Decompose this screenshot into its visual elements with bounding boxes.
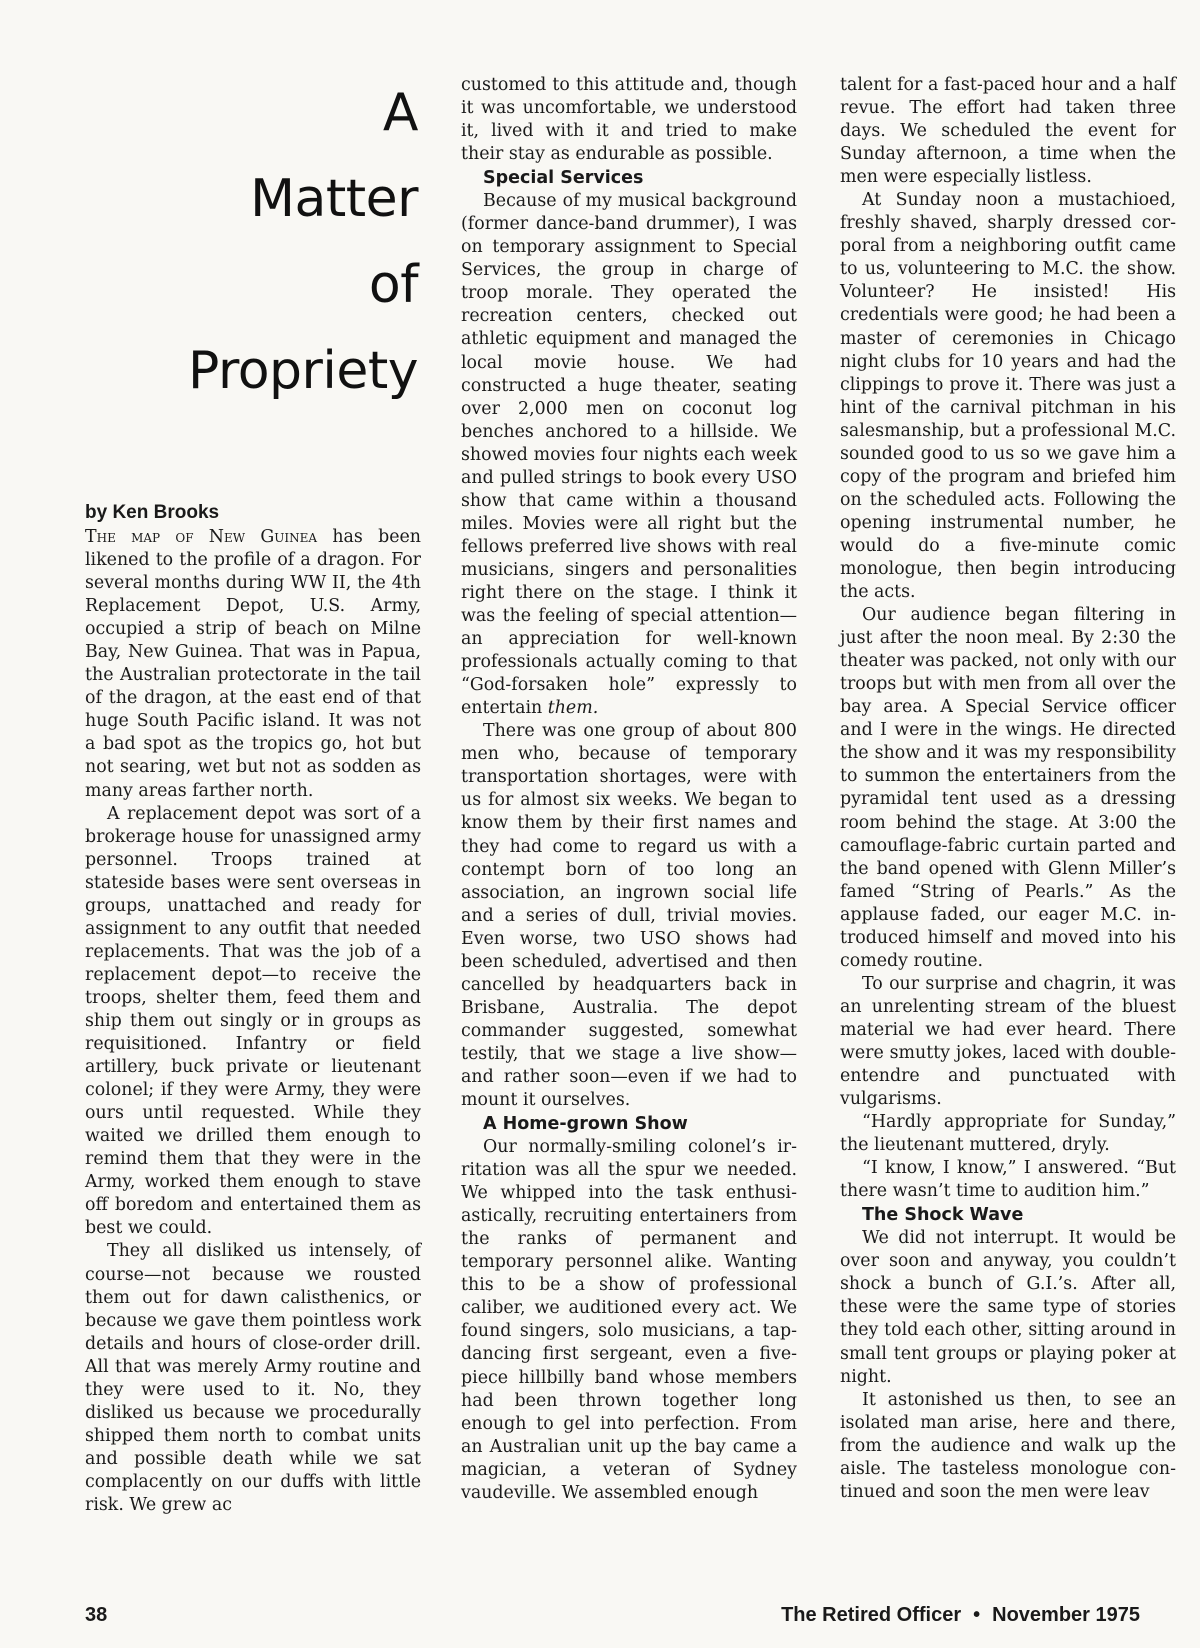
paragraph: A replacement depot was sort of a brokerage house for unassigned army personnel. Troops trained at stateside bases were sent overseas in groups, unattached and ready for assignment to any outfit that needed replacements. That was the job of a replacement depot—to receive the troops, shelter them, feed them and ship them out singly or in groups as requisitioned. Infantry or field artillery, buck private or lieutenant colonel; if they were Army, they were ours until requested. While they waited we drilled them enough to remind them that they were in the Army, worked them enough to stave off boredom and entertained them as best we could. [85, 803, 421, 1239]
paragraph: There was one group of about 800 men who, because of temporary transportation shortages, were with us for almost six weeks. We began to know them by their first names and they had come to regard us with a contempt born of too long an association, an ingrown social life and a series of dull, trivial movies. Even worse, two USO shows had been scheduled, advertised and then cancelled by headquarters back in Brisbane, Australia. The depot commander suggested, somewhat testily, that we stage a live show—and rather soon—even if we had to mount it ourselves. [461, 721, 797, 1111]
paragraph: “Hardly appropriate for Sunday,” the lieutenant muttered, dryly. [840, 1112, 1176, 1156]
bullet-separator: • [973, 1604, 981, 1626]
column-3 [840, 74, 1176, 1504]
paragraph: They all disliked us intensely, of course—not because we rousted them out for dawn calisthenics, or because we gave them pointless work details and hours of close-order drill. All that was merely Army routine and they were used to it. No, they disliked us because we procedurally shipped them north to combat units and possible death while we sat complacently on our duffs with little risk. We grew ac [85, 1241, 421, 1515]
byline: by Ken Brooks [85, 502, 220, 523]
title-line: of [368, 255, 418, 315]
publication-info [781, 1604, 1140, 1627]
publication-name: The Retired Officer [781, 1604, 962, 1626]
paragraph: customed to this attitude and, though it was uncomfortable, we understood it, lived with it and tried to make their stay as endurable as possible. [461, 75, 797, 165]
column-1 [85, 500, 421, 1517]
page-number: 38 [85, 1604, 108, 1626]
paragraph [461, 190, 797, 720]
paragraph: “I know, I know,” I answered. “But there wasn’t time to audition him.” [840, 1158, 1176, 1202]
paragraph: It astonished us then, to see an isolated man arise, here and there, from the audience and walk up the aisle. The tasteless monologue continued and soon the men were leav [840, 1389, 1176, 1502]
issue-date: November 1975 [992, 1604, 1140, 1626]
title-line: Propriety [188, 341, 418, 401]
page-footer [85, 1604, 1140, 1632]
section-heading: Special Services [483, 168, 644, 189]
paragraph-text: has been likened to the profile of a dragon. For several months during WW II, the 4th Replacement Depot, U.S. Army, occupied a strip of beach on Milne Bay, New Guinea. That was in Papua, the Australian protectorate in the tail of the dragon, at the east end of that huge South Pacific island. It was not a bad spot as the tropics go, hot but not searing, wet but not as sodden as many areas farther north. [85, 527, 422, 801]
article-title [85, 70, 418, 414]
section-heading: A Home-grown Show [483, 1114, 688, 1135]
paragraph: We did not interrupt. It would be over soon and anyway, you couldn’t shock a bunch of G.I.’s. After all, these were the same type of stories they told each other, sitting around in small tent groups or playing poker at night. [840, 1228, 1176, 1387]
italic-word: them. [547, 698, 599, 719]
paragraph: talent for a fast-paced hour and a half revue. The effort had taken three days. We scheduled the event for Sunday afternoon, a time when the men were especially listless. [840, 75, 1176, 188]
paragraph: Our audience began filtering in just after the noon meal. By 2:30 the theater was packed, not only with our troops but with men from all over the bay area. A Special Service officer and I were in the wings. He directed the show and it was my responsibility to summon the entertainers from the pyramidal tent used as a dressing room behind the stage. At 3:00 the camouflage-fabric curtain parted and the band opened with Glenn Miller’s famed “String of Pearls.” As the applause faded, our eager M.C. introduced himself and moved into his comedy routine. [840, 605, 1176, 971]
paragraph [85, 526, 421, 803]
paragraph: At Sunday noon a mustachioed, freshly shaved, sharply dressed corporal from a neighboring outfit came to us, volunteering to M.C. the show. Volunteer? He insisted! His credentials were good; he had been a master of ceremonies in Chicago night clubs for 10 years and had the clippings to prove it. There was just a hint of the carnival pitchman in his salesmanship, but a professional M.C. sounded good to us so we gave him a copy of the program and briefed him on the scheduled acts. Following the opening instrumental number, he would do a five-minute comic monologue, then begin introducing the acts. [840, 190, 1176, 603]
column-2 [461, 74, 797, 1505]
paragraph: Our normally-smiling colonel’s irritation was all the spur we needed. We whipped into the task enthusiastically, recruiting entertainers from the ranks of permanent and temporary personnel alike. Wanting this to be a show of professional caliber, we auditioned every act. We found singers, solo musicians, a tap-dancing first sergeant, even a five-piece hillbilly band whose members had been thrown together long enough to gel into perfection. From an Australian unit up the bay came a magician, a veteran of Sydney vaudeville. We assembled enough [461, 1137, 797, 1503]
paragraph-text: Because of my musical background (former dance-band drummer), I was on temporary assignment to Special Services, the group in charge of troop morale. They operated the recreation centers, checked out athletic equipment and managed the local movie house. We had constructed a huge theater, seating over 2,000 men on coconut log benches anchored to a hillside. We showed movies four nights each week and pulled strings to book every USO show that came within a thousand miles. Movies were all right but the fellows preferred live shows with real musicians, singers and personalities right there on the stage. I think it was the feeling of special attention—an appreciation for well-known professionals actually coming to that “God-forsaken hole” expressly to entertain [461, 191, 797, 719]
intro-smallcaps: The map of New Guinea [85, 527, 318, 547]
title-line: Matter [250, 169, 418, 229]
title-line: A [382, 83, 418, 143]
section-heading: The Shock Wave [862, 1205, 1024, 1226]
paragraph: To our surprise and chagrin, it was an unrelenting stream of the bluest material we had ever heard. There were smutty jokes, laced with double-entendre and punctuated with vulgarisms. [840, 973, 1176, 1110]
